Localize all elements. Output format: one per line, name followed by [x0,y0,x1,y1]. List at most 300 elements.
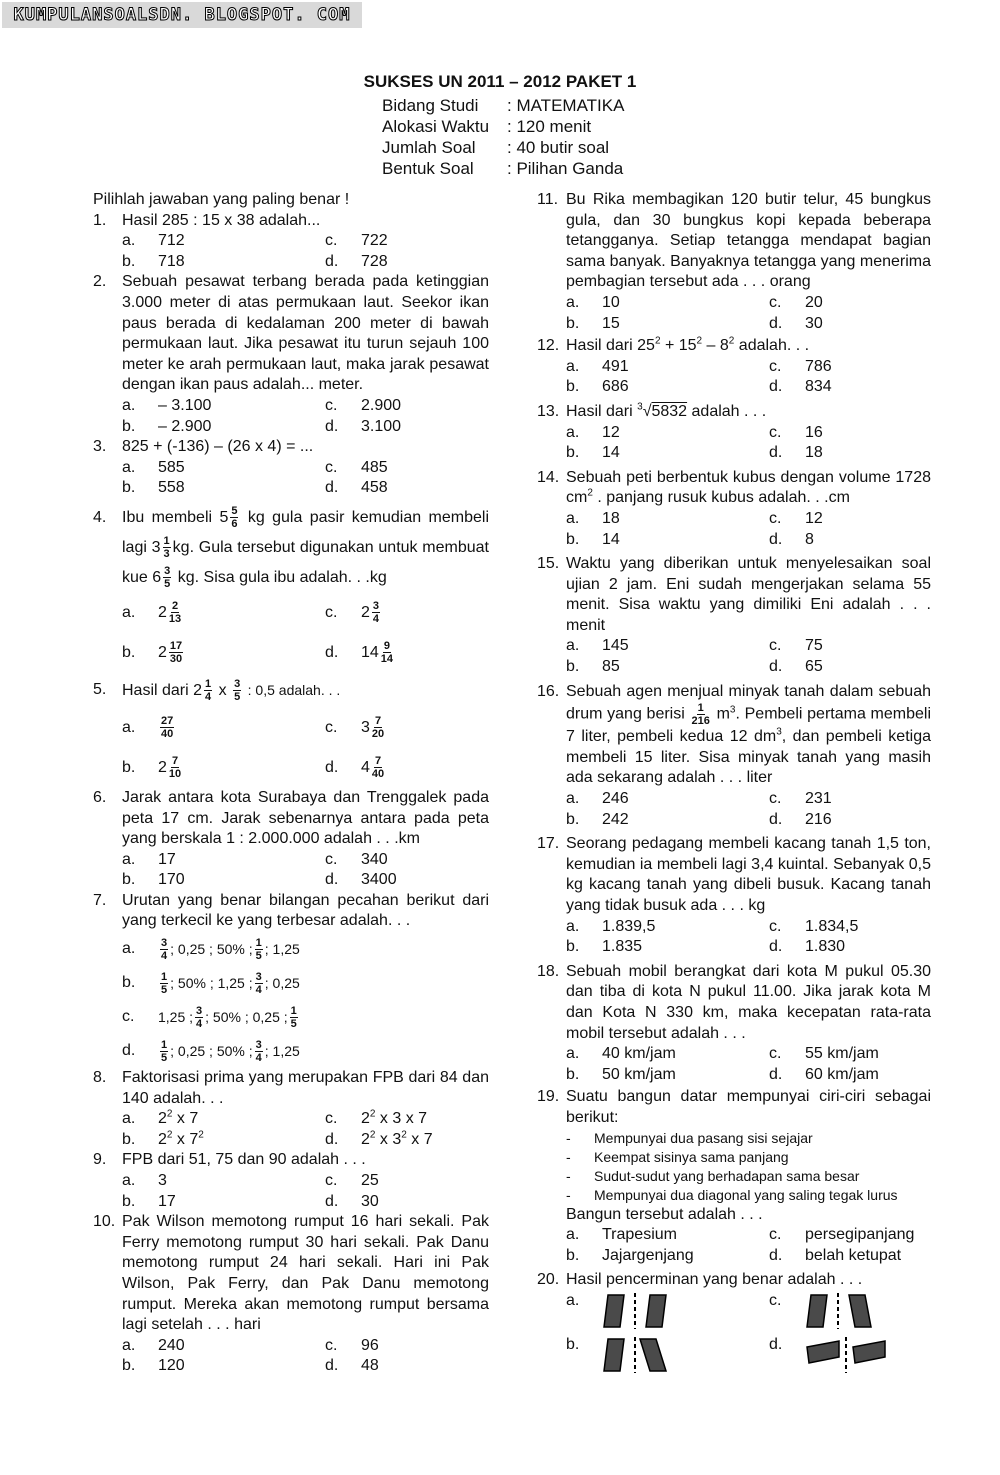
option-b [122,417,325,438]
text: , dan pembeli ketiga membeli 15 liter. Sisa minyak tanah yang masih ada sekarang adalah . . . liter [566,728,931,787]
option-value: 340 [361,850,388,868]
denominator: 40 [161,728,174,741]
option-a [122,396,325,417]
option-a [122,231,325,252]
text: ; 0,25 ; 50% ; [170,941,253,958]
question-subtext: Bangun tersebut adalah . . . [566,1205,763,1223]
question-text: Sebuah pesawat terbang berada pada ketinggian 3.000 meter di atas permukaan laut. Seekor ikan paus berada di kedalaman 200 meter di bawah permukaan laut. Jika pesawat itu turun sejauh 100 meter ke arah permukaan laut, maka jarak pesawat dengan ikan paus adalah... meter. [122,273,489,394]
text: adalah . . . [691,402,767,420]
option-label: a. [122,458,136,476]
denominator: 4 [372,613,380,626]
denominator: 30 [169,653,183,666]
options [537,293,931,334]
text: kg gula pasir kemudian [247,508,422,526]
text: ; 1,25 [264,1043,300,1060]
question-number: 10. [93,1213,116,1231]
option-label: a. [566,1291,580,1309]
question-text [122,503,489,593]
denominator: 5 [161,983,168,996]
numerator: 1 [290,1004,297,1017]
option-label: d. [325,1357,339,1375]
option-value: 30 [361,1192,379,1210]
option-b [566,443,769,464]
denominator: 5 [164,578,171,591]
text: Hasil dari [122,681,189,699]
option-a [566,917,769,938]
shape [604,1339,624,1371]
question-11 [537,190,931,293]
option-value: – 2.900 [158,417,212,435]
option-c [769,423,931,444]
option-label: b. [566,1246,580,1264]
shape [807,1341,839,1363]
option-value: – 3.100 [158,396,212,414]
option-c [325,458,489,479]
option-b [566,1065,769,1086]
option-value: 12 [602,423,620,441]
numerator: 3 [196,1004,203,1017]
option-label: c. [769,509,782,527]
numerator: 27 [161,715,174,728]
question-number: 12. [537,337,560,355]
text: x 7 [172,1130,199,1148]
option-label: b. [122,758,136,776]
option-label: c. [325,718,338,736]
option-value: 240 [158,1336,185,1354]
option-value: 2.900 [361,396,402,414]
option-value: 458 [361,479,388,497]
options [93,708,489,788]
option-label: d. [769,378,783,396]
option-label: a. [122,603,136,621]
option-label: d. [325,1192,339,1210]
numerator: 1 [255,936,262,949]
question-number: 8. [93,1069,107,1087]
numerator: 17 [169,640,183,653]
denominator: 3 [163,548,170,561]
whole: 5 [219,508,229,526]
option-label: c. [122,1008,135,1026]
fraction [381,640,393,665]
list-item [537,1129,931,1148]
option-c [769,1225,931,1246]
fraction [372,755,384,780]
option-label: a. [566,1226,580,1244]
option-label: a. [566,1045,580,1063]
option-a [122,1109,325,1130]
text: adalah. . .kg [299,568,387,586]
fraction [160,971,168,996]
question-3 [93,437,489,458]
exponent: 2 [198,1129,204,1141]
option-b [122,633,325,673]
option-label: a. [566,917,580,935]
bullet: - [566,1148,571,1165]
option-value: 60 km/jam [805,1065,879,1083]
text: Sebuah peti berbentuk kubus dengan volume 1728 cm [566,468,931,507]
options [537,917,931,958]
option-b [566,657,769,678]
options [93,458,489,499]
question-text: Waktu yang diberikan untuk menyelesaikan soal ujian 2 jam. Eni sudah mengerjakan selama 55 menit. Sisa waktu yang dimiliki Eni adalah . . . menit [566,555,931,634]
question-text: Faktorisasi prima yang merupakan FPB dari 84 dan 140 adalah. . . [122,1069,489,1107]
shape [807,1295,827,1327]
option-label: c. [769,293,782,311]
denominator: 4 [255,1051,262,1064]
question-17 [537,834,931,916]
option-c [769,789,931,810]
text: x 3 x 7 [375,1110,428,1128]
question-19 [537,1087,931,1128]
option-label: b. [122,1357,136,1375]
options [537,1225,931,1266]
option-value: persegipanjang [805,1226,915,1244]
option-d [769,937,931,958]
denominator: 5 [234,691,241,704]
option-label: a. [122,850,136,868]
text: ; 0,25 [264,975,300,992]
option-value: 120 [158,1357,185,1375]
list-item [537,1186,931,1205]
option-d [325,1192,489,1213]
whole: 6 [152,568,162,586]
option-value: 3400 [361,871,397,889]
option-label: b. [122,252,136,270]
fraction [169,640,183,665]
option-d [325,1130,489,1151]
question-number: 13. [537,402,560,420]
fraction [204,678,212,703]
shape-reflection [853,1341,885,1363]
fraction [255,937,263,962]
exam-info [382,95,624,179]
info-key: Jumlah Soal [382,138,476,157]
option-label: b. [122,871,136,889]
shape-reflection [849,1295,871,1327]
option-label: c. [769,790,782,808]
option-a [566,509,769,530]
radical-sign: √ [642,402,652,420]
info-row [382,116,624,137]
fraction [160,1039,168,1064]
option-a [566,636,769,657]
option-value: 50 km/jam [602,1065,676,1083]
option-label: c. [769,917,782,935]
question-16 [537,682,931,789]
fraction [372,600,380,625]
question-6 [93,788,489,850]
whole: 2 [158,603,167,621]
option-b [566,1335,769,1375]
mirror-figure-b [602,1335,672,1375]
left-column [93,190,489,1377]
option-value: 96 [361,1336,379,1354]
option-a [122,1171,325,1192]
bullet: - [566,1129,571,1146]
option-label: c. [325,1172,338,1190]
radicand: 5832 [651,402,688,420]
option-label: d. [769,444,783,462]
option-label: d. [325,417,339,435]
option-a [566,1044,769,1065]
option-a [122,850,325,871]
option-value: 55 km/jam [805,1045,879,1063]
question-12 [537,336,931,357]
option-label: a. [122,1336,136,1354]
question-text: Urutan yang benar bilangan pecahan berikut dari yang terkecil ke yang terbesar adalah. . . [122,891,489,930]
option-label: d. [325,1130,339,1148]
base: 2 [361,1110,370,1128]
question-number: 2. [93,273,107,291]
option-c [325,396,489,417]
option-value: 30 [805,314,823,332]
exponent: 2 [728,335,735,347]
numerator: 7 [374,715,382,728]
option-c [769,357,931,378]
option-label: c. [325,458,338,476]
whole: 3 [361,718,370,736]
option-b [122,252,325,273]
question-18 [537,962,931,1044]
question-text: Hasil 285 : 15 x 38 adalah... [122,211,321,229]
option-value: 786 [805,357,832,375]
exponent: 2 [369,1129,376,1141]
text: : 0,5 adalah. . . [247,681,341,698]
option-value: Jajargenjang [602,1246,694,1264]
option-value: 40 km/jam [602,1045,676,1063]
option-label: a. [566,637,580,655]
option-label: d. [769,1335,783,1353]
option-a [566,1225,769,1246]
numerator: 1 [161,1038,168,1051]
text: Sebuah agen menjual minyak tanah dalam sebuah drum yang berisi [566,682,931,723]
question-number: 3. [93,438,107,456]
info-row [382,95,624,116]
text: x 3 [375,1130,402,1148]
option-label: a. [122,232,136,250]
options [537,789,931,830]
text: Hasil dari 25 [566,337,655,355]
question-number: 4. [93,508,107,526]
option-d [769,810,931,831]
option-c [769,636,931,657]
option-label: a. [122,940,136,958]
option-label: a. [566,293,580,311]
question-2 [93,272,489,396]
option-c [325,593,489,633]
text: – 8 [702,337,729,355]
option-value: 65 [805,658,823,676]
fraction [163,535,171,560]
options [537,423,931,464]
whole: 2 [158,758,167,776]
option-c [122,1000,489,1034]
options [93,1109,489,1150]
question-7 [93,891,489,932]
option-b [122,1356,325,1377]
question-text [566,336,931,357]
list-item [537,1167,931,1186]
option-label: d. [769,658,783,676]
numerator: 7 [374,755,382,768]
option-b [122,1192,325,1213]
option-c [769,509,931,530]
option-d [122,1034,489,1068]
option-b [122,748,325,788]
question-number: 6. [93,788,107,806]
fraction [290,1005,298,1030]
option-value: 231 [805,790,832,808]
option-label: a. [122,396,136,414]
whole: 14 [361,643,379,661]
base: 2 [361,1130,370,1148]
option-c [325,1171,489,1192]
question-number: 1. [93,211,107,229]
option-label: b. [122,417,136,435]
numerator: 3 [164,565,171,578]
shape-reflection [640,1339,666,1371]
numerator: 3 [234,678,241,691]
text: ; 0,25 ; 50% ; [170,1043,253,1060]
option-value: 718 [158,252,185,270]
option-label: d. [325,252,339,270]
question-text [566,468,931,509]
option-d [769,1335,931,1375]
option-value: 170 [158,871,185,889]
text: Ibu membeli [122,508,213,526]
question-number: 7. [93,891,107,909]
option-label: d. [769,1065,783,1083]
denominator: 14 [380,653,394,666]
text: ; 50% ; 1,25 ; [170,975,253,992]
fraction [255,1039,263,1064]
option-b [566,314,769,335]
option-value [361,1130,433,1151]
question-4 [93,503,489,593]
option-label: d. [325,758,339,776]
mirror-figure-c [805,1291,875,1331]
question-13 [537,402,931,423]
option-value: 145 [602,637,629,655]
option-label: c. [769,1045,782,1063]
info-value: : 40 butir soal [507,138,610,157]
option-label: b. [566,530,580,548]
option-value: 246 [602,790,629,808]
question-number: 9. [93,1151,107,1169]
option-d [769,377,931,398]
exponent: 2 [401,1129,407,1141]
exponent: 2 [696,335,703,347]
text: Hasil dari [566,402,633,420]
info-value: : MATEMATIKA [507,96,625,115]
option-d [325,748,489,788]
option-value: belah ketupat [805,1246,902,1264]
watermark: KUMPULANSOALSDN. BLOGSPOT. COM [2,2,362,28]
denominator: 20 [371,728,385,741]
whole: 2 [193,681,203,699]
numerator: 3 [255,970,262,983]
text: x 7 [172,1110,199,1128]
root-index: 3 [637,401,643,413]
info-key: Alokasi Waktu [382,117,490,136]
option-label: b. [566,444,580,462]
option-a [122,932,489,966]
text: untuk membuat kue [122,538,489,586]
fraction [160,715,174,740]
denominator: 4 [196,1017,203,1030]
option-label: d. [325,479,339,497]
option-d [325,870,489,891]
bullet: - [566,1186,571,1203]
fraction [230,505,238,530]
whole: 4 [361,758,370,776]
option-value: 485 [361,458,388,476]
option-b [122,1130,325,1151]
question-number: 19. [537,1088,560,1106]
instruction: Pilihlah jawaban yang paling benar ! [93,191,350,208]
info-row [382,158,624,179]
option-d [769,443,931,464]
question-text: 825 + (-136) – (26 x 4) = ... [122,438,314,456]
denominator: 4 [161,949,168,962]
numerator: 1 [697,702,704,715]
info-row [382,137,624,158]
option-label: c. [769,423,782,441]
denominator: 10 [168,768,182,781]
option-b [566,1246,769,1267]
option-d [325,633,489,673]
option-c [325,231,489,252]
options [537,636,931,677]
shape-reflection [646,1295,666,1327]
option-label: a. [122,1172,136,1190]
option-value: 491 [602,357,629,375]
question-text: Sebuah mobil berangkat dari kota M pukul 05.30 dan tiba di kota N pukul 11.00. Jika jarak kota M dan Kota N 330 km, maka kecepatan rata-rata mobil tersebut adalah . . . [566,962,931,1042]
denominator: 13 [168,613,182,626]
exponent: 2 [369,1108,376,1120]
text: . panjang rusuk kubus adalah. . .cm [592,489,850,507]
option-value: 48 [361,1357,379,1375]
option-label: c. [325,232,338,250]
fraction [160,937,168,962]
numerator: 1 [161,970,168,983]
option-a [566,357,769,378]
options [537,509,931,550]
option-label: b. [566,1065,580,1083]
option-value: 1.835 [602,938,643,956]
option-b [566,530,769,551]
option-c [769,917,931,938]
option-d [769,1065,931,1086]
fraction [163,565,171,590]
info-value: : 120 menit [507,117,592,136]
option-label: b. [122,1192,136,1210]
option-value: 14 [602,530,620,548]
exponent: 2 [654,335,661,347]
option-b [122,478,325,499]
option-b [566,377,769,398]
text: kg. Sisa gula ibu [177,568,296,586]
option-c [769,293,931,314]
question-text: Hasil pencerminan yang benar adalah . . . [566,1271,863,1289]
right-column [537,190,931,1375]
option-value: 834 [805,378,832,396]
option-b [566,937,769,958]
option-d [325,1356,489,1377]
option-c [325,708,489,748]
option-value [361,1109,427,1130]
exponent: 3 [776,726,782,738]
